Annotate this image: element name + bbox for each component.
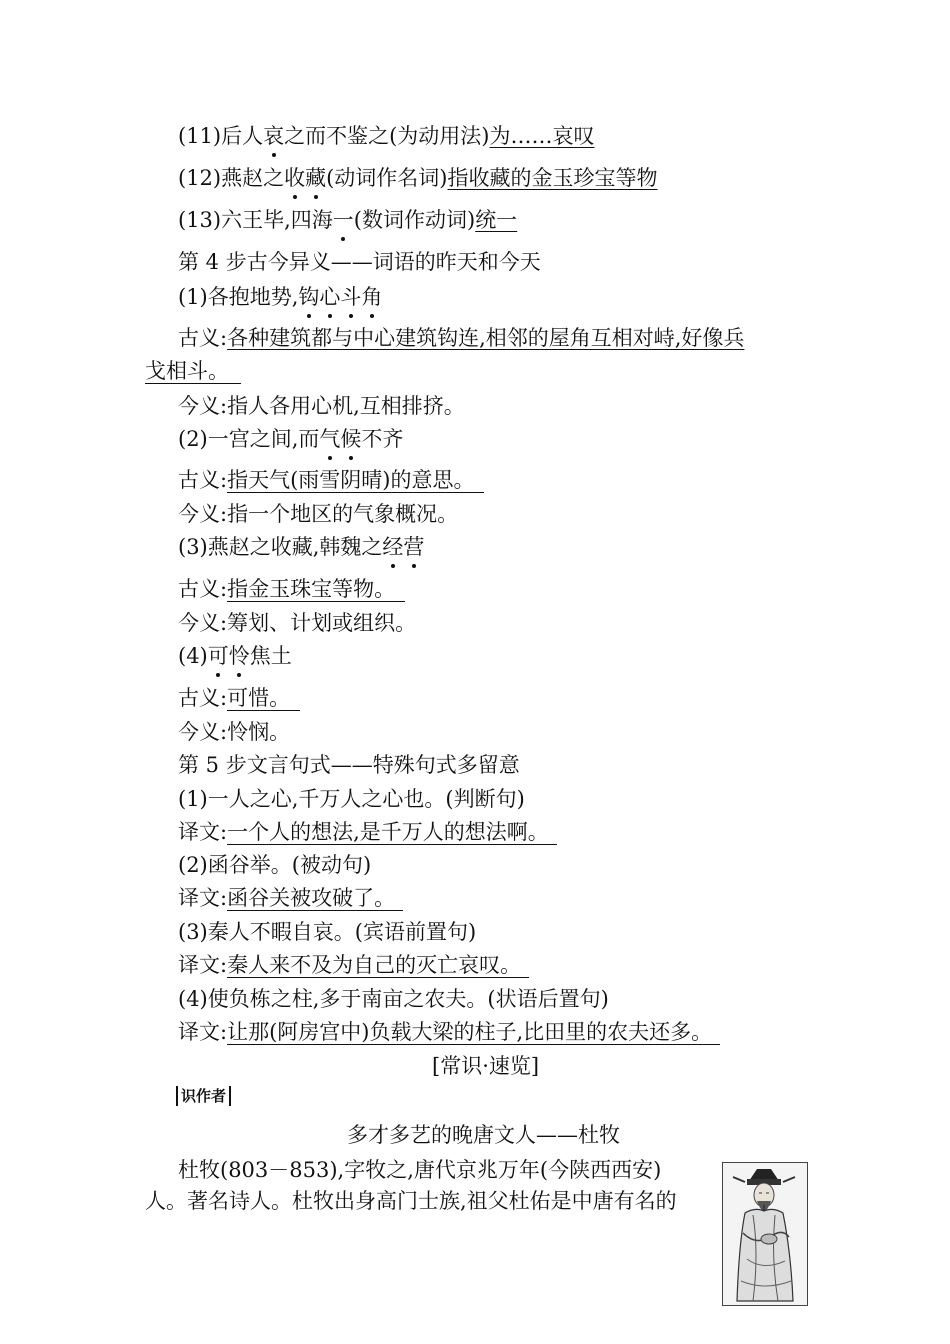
gujin-1-old-cont — [145, 357, 241, 385]
section-heading: [常识·速览] — [432, 1054, 540, 1078]
label: 译文: — [178, 1020, 228, 1044]
text: (1)各抱地势, — [178, 285, 299, 309]
sentence-2-translation — [178, 884, 403, 912]
dotted-char: 斗 — [340, 285, 362, 309]
dotted-char: 候 — [340, 427, 362, 451]
sentence-3: (3)秦人不暇自哀。(宾语前置句) — [178, 920, 477, 944]
gujin-1-new: 今义:指人各用心机,互相排挤。 — [178, 394, 465, 418]
gujin-3 — [178, 533, 424, 561]
author-tag: 识作者 — [176, 1086, 231, 1106]
dotted-char: 气 — [319, 427, 341, 451]
text: 焦土 — [249, 644, 292, 668]
text: 不齐 — [361, 427, 404, 451]
dotted-char: 心 — [319, 285, 341, 309]
sentence-1: (1)一人之心,千万人之心也。(判断句) — [178, 787, 525, 811]
text: (2)一宫之间,而 — [178, 427, 320, 451]
dotted-char: 哀 — [263, 124, 285, 148]
gujin-2-old — [178, 466, 484, 494]
gujin-3-new: 今义:筹划、计划或组织。 — [178, 611, 417, 635]
gujin-4 — [178, 642, 292, 670]
sentence-3-translation — [178, 951, 529, 979]
author-title: 多才多艺的晚唐文人——杜牧 — [347, 1123, 620, 1147]
dotted-char: 藏 — [305, 166, 327, 190]
gujin-2 — [178, 425, 403, 453]
label: 译文: — [178, 820, 228, 844]
gujin-3-old — [178, 575, 405, 603]
dotted-char: 经 — [382, 535, 404, 559]
answer: 指金玉珠宝等物。 — [227, 577, 405, 602]
answer: 一个人的想法,是千万人的想法啊。 — [227, 820, 557, 845]
dotted-char: 收 — [284, 166, 306, 190]
answer: 为……哀叹 — [489, 124, 595, 148]
text: (4) — [178, 644, 208, 668]
dotted-char: 角 — [361, 285, 383, 309]
dotted-char: 怜 — [228, 644, 250, 668]
answer: 秦人来不及为自己的灭亡哀叹。 — [227, 953, 529, 978]
label: 译文: — [178, 953, 228, 977]
sentence-4-translation — [178, 1018, 720, 1046]
dotted-char: 可 — [207, 644, 229, 668]
gujin-1-old — [178, 324, 744, 352]
text: (3)燕赵之收藏,韩魏之 — [178, 535, 383, 559]
sentence-2: (2)函谷举。(被动句) — [178, 853, 372, 877]
item-11 — [178, 122, 595, 150]
label: 古义: — [178, 468, 228, 492]
answer: 指天气(雨雪阴晴)的意思。 — [227, 468, 484, 493]
step-4-heading: 第 4 步古今异义——词语的昨天和今天 — [178, 250, 541, 274]
text: 之而不鉴之(为动用法) — [284, 124, 490, 148]
answer: 让那(阿房宫中)负载大梁的柱子,比田里的农夫还多。 — [227, 1020, 720, 1045]
gujin-2-new: 今义:指一个地区的气象概况。 — [178, 502, 459, 526]
step-5-heading: 第 5 步文言句式——特殊句式多留意 — [178, 753, 520, 777]
answer: 统一 — [475, 208, 518, 232]
answer: 可惜。 — [227, 686, 300, 711]
sentence-4: (4)使负栋之柱,多于南亩之农夫。(状语后置句) — [178, 987, 609, 1011]
text: (数词作动词) — [353, 208, 476, 232]
author-portrait — [722, 1162, 808, 1306]
label: 译文: — [178, 886, 228, 910]
text: (13)六王毕,四海 — [178, 208, 333, 232]
item-12 — [178, 164, 658, 192]
answer: 各种建筑都与中心建筑钩连,相邻的屋角互相对峙,好像兵 — [227, 326, 745, 350]
label: 古义: — [178, 577, 228, 601]
dotted-char: 一 — [332, 208, 354, 232]
dotted-char: 营 — [403, 535, 425, 559]
text: (11)后人 — [178, 124, 264, 148]
gujin-4-new: 今义:怜悯。 — [178, 720, 291, 744]
answer: 函谷关被攻破了。 — [227, 886, 403, 911]
answer: 指收藏的金玉珍宝等物 — [447, 166, 658, 190]
dotted-char: 钩 — [298, 285, 320, 309]
label: 古义: — [178, 326, 228, 350]
bio-line-1: 杜牧(803－853),字牧之,唐代京兆万年(今陕西西安) — [178, 1158, 662, 1182]
gujin-1 — [178, 283, 382, 311]
bio-line-2: 人。著名诗人。杜牧出身高门士族,祖父杜佑是中唐有名的 — [145, 1189, 677, 1213]
gujin-4-old — [178, 684, 300, 712]
text: (12)燕赵之 — [178, 166, 285, 190]
sentence-1-translation — [178, 818, 557, 846]
text: (动词作名词) — [326, 166, 448, 190]
item-13 — [178, 206, 517, 234]
label: 古义: — [178, 686, 228, 710]
answer: 戈相斗。 — [145, 359, 241, 384]
